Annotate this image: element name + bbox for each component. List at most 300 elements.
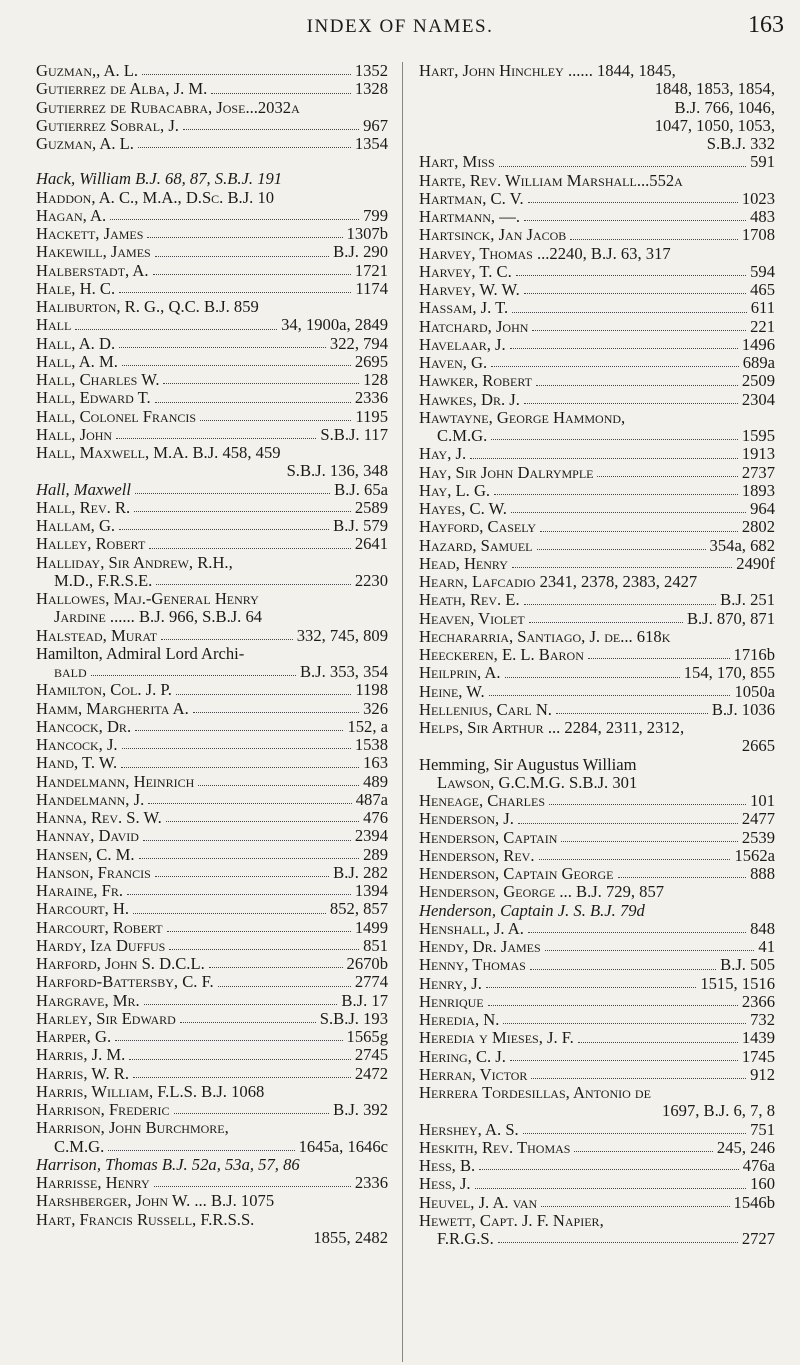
entry-name: M.D., F.R.S.E. bbox=[54, 570, 153, 590]
entry-name: Harper, G. bbox=[36, 1027, 112, 1046]
leader-dots bbox=[486, 987, 696, 988]
index-continuation-line: Hart, Francis Russell, F.R.S.S. bbox=[36, 1209, 255, 1229]
index-entry bbox=[419, 883, 775, 901]
leader-dots bbox=[510, 1060, 738, 1061]
entry-reference: 160 bbox=[750, 1174, 775, 1194]
entry-name: Hall, Colonel Francis bbox=[36, 406, 197, 426]
leader-dots bbox=[156, 584, 351, 585]
entry-reference: 154, 170, 855 bbox=[683, 663, 775, 683]
index-continuation-line: Hamilton, Admiral Lord Archi- bbox=[36, 643, 245, 663]
entry-reference: 2641 bbox=[354, 534, 388, 554]
leader-dots bbox=[510, 348, 738, 349]
entry-name: Harris, William, F.L.S. B.J. 1068 bbox=[36, 1081, 265, 1101]
index-entry bbox=[36, 389, 388, 407]
index-entry bbox=[419, 829, 775, 847]
entry-name: Harrison, Frederic bbox=[36, 1100, 170, 1119]
leader-dots bbox=[119, 292, 351, 293]
entry-name: Lawson, G.C.M.G. S.B.J. 301 bbox=[437, 772, 638, 792]
entry-name: Gutierrez Sobral, J. bbox=[36, 115, 179, 135]
entry-reference: 1352 bbox=[354, 61, 388, 80]
entry-reference: 128 bbox=[363, 370, 388, 389]
entry-name: Hechararria, Santiago, J. de... 618k bbox=[419, 626, 671, 646]
leader-dots bbox=[523, 1133, 746, 1134]
entry-reference: 2589 bbox=[354, 497, 388, 517]
index-continuation-line: 1047, 1050, 1053, bbox=[654, 115, 775, 135]
leader-dots bbox=[549, 804, 746, 805]
entry-name: Henrique bbox=[419, 991, 484, 1011]
entry-reference: 332, 745, 809 bbox=[296, 625, 388, 645]
entry-name: Gutierrez de Rubacabra, Jose...2032a bbox=[36, 97, 300, 117]
entry-reference: 2670b bbox=[346, 954, 388, 973]
index-continuation-line: 1848, 1853, 1854, bbox=[654, 79, 775, 99]
leader-dots bbox=[115, 1040, 342, 1041]
entry-name: Heilprin, A. bbox=[419, 663, 501, 683]
entry-name: Hale, H. C. bbox=[36, 278, 116, 298]
index-entry bbox=[419, 1194, 775, 1212]
entry-name: Harcourt, Robert bbox=[36, 917, 163, 937]
entry-name: Harvey, Thomas ...2240, B.J. 63, 317 bbox=[419, 243, 671, 263]
leader-dots bbox=[524, 403, 738, 404]
leader-dots bbox=[503, 1023, 746, 1024]
entry-reference: S.B.J. 117 bbox=[320, 424, 388, 444]
index-entry bbox=[419, 336, 775, 354]
entry-name: Hart, John Hinchley ...... 1844, 1845, bbox=[419, 61, 676, 80]
leader-dots bbox=[122, 748, 351, 749]
entry-reference: 1745 bbox=[741, 1046, 775, 1066]
leader-dots bbox=[578, 1042, 738, 1043]
index-entry bbox=[36, 316, 388, 334]
index-entry bbox=[36, 572, 388, 590]
entry-name: Heredia y Mieses, J. F. bbox=[419, 1028, 574, 1048]
entry-reference: 289 bbox=[363, 844, 388, 864]
entry-name: Hargrave, Mr. bbox=[36, 990, 140, 1010]
leader-dots bbox=[209, 967, 343, 968]
entry-name: Haven, G. bbox=[419, 353, 488, 372]
entry-reference: 591 bbox=[750, 152, 775, 172]
index-entry bbox=[36, 335, 388, 353]
entry-reference: 1023 bbox=[741, 188, 775, 208]
index-entry bbox=[419, 591, 775, 609]
entry-reference: B.J. 1036 bbox=[711, 699, 775, 719]
entry-reference: 1515, 1516 bbox=[700, 973, 775, 993]
leader-dots bbox=[539, 859, 731, 860]
entry-reference: 1893 bbox=[741, 480, 775, 500]
index-continuation-line: S.B.J. 332 bbox=[706, 134, 775, 153]
index-entry bbox=[419, 464, 775, 482]
entry-name: Henderson, George ... B.J. 729, 857 bbox=[419, 882, 665, 902]
index-entry bbox=[36, 1010, 388, 1028]
entry-name: Harford, John S. D.C.L. bbox=[36, 954, 205, 973]
entry-name: Haraine, Fr. bbox=[36, 881, 123, 900]
index-entry bbox=[419, 1029, 775, 1047]
entry-name: Hall, Edward T. bbox=[36, 388, 151, 408]
entry-reference: 2366 bbox=[741, 991, 775, 1011]
leader-dots bbox=[479, 1169, 739, 1170]
entry-name: Hardy, Iza Duffus bbox=[36, 935, 166, 955]
index-entry bbox=[419, 956, 775, 974]
leader-dots bbox=[505, 677, 680, 678]
leader-dots bbox=[176, 694, 351, 695]
entry-reference: 1499 bbox=[354, 917, 388, 937]
page-number: 163 bbox=[748, 12, 784, 38]
index-entry bbox=[419, 646, 775, 664]
leader-dots bbox=[144, 1004, 338, 1005]
index-entry bbox=[36, 1028, 388, 1046]
entry-name: Hall, Rev. R. bbox=[36, 497, 131, 517]
index-entry bbox=[419, 62, 775, 80]
entry-name: Hazard, Samuel bbox=[419, 535, 533, 555]
leader-dots bbox=[135, 730, 343, 731]
index-continuation-line: Hawtayne, George Hammond, bbox=[419, 407, 626, 427]
entry-name: Hansen, C. M. bbox=[36, 844, 135, 864]
entry-name: Hartmann, —. bbox=[419, 207, 520, 226]
entry-reference: B.J. 392 bbox=[333, 1100, 388, 1119]
entry-name: Hartsinck, Jan Jacob bbox=[419, 225, 567, 245]
column-divider bbox=[402, 62, 403, 1362]
entry-reference: 1496 bbox=[741, 334, 775, 354]
entry-reference: 751 bbox=[750, 1119, 775, 1139]
leader-dots bbox=[174, 1113, 330, 1114]
index-entry bbox=[36, 353, 388, 371]
index-entry bbox=[419, 810, 775, 828]
leader-dots bbox=[524, 220, 746, 221]
leader-dots bbox=[532, 330, 746, 331]
entry-reference: 354a, 682 bbox=[709, 535, 775, 555]
index-continuation-line: 2665 bbox=[741, 736, 775, 756]
index-entry bbox=[36, 517, 388, 535]
leader-dots bbox=[155, 256, 329, 257]
leader-dots bbox=[110, 219, 359, 220]
entry-name: Hellenius, Carl N. bbox=[419, 699, 552, 719]
entry-reference: 1708 bbox=[741, 225, 775, 245]
entry-reference: B.J. 251 bbox=[720, 590, 775, 610]
entry-reference: B.J. 505 bbox=[720, 955, 775, 975]
entry-name: Harris, J. M. bbox=[36, 1045, 126, 1065]
entry-reference: 152, a bbox=[347, 716, 388, 736]
left-column bbox=[36, 62, 388, 1247]
index-entry bbox=[36, 426, 388, 444]
entry-reference: 326 bbox=[363, 698, 388, 718]
index-entry bbox=[419, 664, 775, 682]
entry-name: Heeckeren, E. L. Baron bbox=[419, 645, 584, 664]
entry-reference: 1307b bbox=[346, 224, 388, 243]
leader-dots bbox=[138, 147, 351, 148]
index-entry bbox=[36, 207, 388, 225]
leader-dots bbox=[531, 1078, 746, 1079]
leader-dots bbox=[127, 894, 351, 895]
index-entry bbox=[419, 172, 775, 190]
index-entry bbox=[419, 372, 775, 390]
index-entry bbox=[419, 628, 775, 646]
leader-dots bbox=[511, 512, 746, 513]
entry-name: Hay, L. G. bbox=[419, 480, 491, 500]
entry-reference: 1562a bbox=[734, 845, 775, 865]
index-entry bbox=[36, 1046, 388, 1064]
index-entry bbox=[36, 1101, 388, 1119]
entry-name: Helps, Sir Arthur ... 2284, 2311, 2312, bbox=[419, 718, 685, 737]
leader-dots bbox=[475, 1188, 747, 1189]
index-entry bbox=[36, 225, 388, 243]
leader-dots bbox=[119, 347, 326, 348]
leader-dots bbox=[135, 493, 330, 494]
entry-name: Harrisse, Henry bbox=[36, 1173, 150, 1192]
leader-dots bbox=[116, 438, 316, 439]
entry-name: Hess, B. bbox=[419, 1156, 476, 1175]
entry-name: Heredia, N. bbox=[419, 1010, 500, 1029]
entry-name: Handelmann, Heinrich bbox=[36, 771, 195, 791]
entry-reference: 2539 bbox=[741, 827, 775, 847]
entry-name: Henry, J. bbox=[419, 973, 482, 993]
leader-dots bbox=[167, 931, 351, 932]
index-entry bbox=[36, 499, 388, 517]
entry-name: Hall, Maxwell bbox=[36, 479, 131, 499]
entry-name: Hand, T. W. bbox=[36, 753, 118, 773]
leader-dots bbox=[529, 622, 683, 623]
entry-name: F.R.G.S. bbox=[437, 1229, 494, 1248]
index-entry bbox=[36, 1192, 388, 1210]
leader-dots bbox=[142, 74, 351, 75]
entry-reference: 852, 857 bbox=[329, 899, 388, 919]
leader-dots bbox=[155, 876, 329, 877]
index-entry bbox=[419, 427, 775, 445]
index-entry bbox=[419, 500, 775, 518]
index-entry bbox=[419, 245, 775, 263]
entry-reference: 2727 bbox=[741, 1229, 775, 1248]
entry-reference: 489 bbox=[363, 771, 388, 791]
index-entry bbox=[36, 627, 388, 645]
index-entry bbox=[419, 391, 775, 409]
index-entry bbox=[36, 80, 388, 98]
entry-name: Hall, Maxwell, M.A. B.J. 458, 459 bbox=[36, 443, 281, 462]
index-entry bbox=[36, 919, 388, 937]
index-entry bbox=[419, 610, 775, 628]
leader-dots bbox=[570, 239, 738, 240]
index-entry bbox=[36, 189, 388, 207]
index-continuation-line: 1697, B.J. 6, 7, 8 bbox=[662, 1101, 775, 1121]
entry-name: Hanna, Rev. S. W. bbox=[36, 808, 162, 827]
leader-dots bbox=[561, 841, 737, 842]
entry-reference: 2304 bbox=[741, 389, 775, 409]
entry-reference: 732 bbox=[750, 1010, 775, 1029]
entry-reference: 851 bbox=[363, 935, 388, 955]
entry-name: Handelmann, J. bbox=[36, 789, 145, 809]
index-entry bbox=[36, 992, 388, 1010]
leader-dots bbox=[148, 803, 352, 804]
entry-name: Hall bbox=[36, 315, 72, 335]
entry-name: Heneage, Charles bbox=[419, 791, 546, 810]
index-entry bbox=[419, 281, 775, 299]
entry-name: Hering, C. J. bbox=[419, 1046, 506, 1066]
entry-name: Hess, J. bbox=[419, 1174, 471, 1194]
leader-dots bbox=[147, 237, 342, 238]
index-continuation-line: 1855, 2482 bbox=[313, 1227, 388, 1247]
entry-name: Hagan, A. bbox=[36, 205, 107, 225]
entry-reference: B.J. 17 bbox=[341, 990, 388, 1010]
entry-reference: 1913 bbox=[741, 444, 775, 464]
entry-reference: 1546b bbox=[733, 1192, 775, 1212]
entry-name: Hayford, Casely bbox=[419, 517, 537, 537]
index-entry bbox=[36, 99, 388, 117]
leader-dots bbox=[139, 858, 360, 859]
index-entry bbox=[419, 847, 775, 865]
index-entry bbox=[419, 226, 775, 244]
entry-reference: B.J. 65a bbox=[334, 479, 388, 499]
index-entry bbox=[36, 608, 388, 626]
index-entry bbox=[36, 754, 388, 772]
leader-dots bbox=[588, 658, 730, 659]
entry-name: Harley, Sir Edward bbox=[36, 1008, 176, 1028]
index-entry bbox=[36, 535, 388, 553]
entry-name: Harrison, Thomas B.J. 52a, 53a, 57, 86 bbox=[36, 1154, 300, 1174]
entry-reference: 2477 bbox=[741, 809, 775, 829]
leader-dots bbox=[512, 312, 747, 313]
leader-dots bbox=[556, 713, 708, 714]
index-entry bbox=[36, 371, 388, 389]
entry-reference: 1538 bbox=[354, 735, 388, 754]
leader-dots bbox=[75, 329, 277, 330]
entry-name: Hannay, David bbox=[36, 826, 139, 846]
entry-name: Heaven, Violet bbox=[419, 608, 525, 628]
entry-name: Hall, John bbox=[36, 424, 113, 444]
index-entry bbox=[36, 1083, 388, 1101]
index-entry bbox=[419, 1011, 775, 1029]
entry-name: Haddon, A. C., M.A., D.Sc. B.J. 10 bbox=[36, 187, 275, 207]
index-entry bbox=[36, 864, 388, 882]
index-entry bbox=[419, 537, 775, 555]
index-entry bbox=[419, 1230, 775, 1248]
index-entry bbox=[419, 1139, 775, 1157]
index-entry bbox=[419, 1175, 775, 1193]
leader-dots bbox=[119, 529, 329, 530]
entry-name: Head, Henry bbox=[419, 553, 508, 573]
entry-name: Hancock, J. bbox=[36, 735, 118, 754]
index-entry bbox=[36, 135, 388, 153]
entry-reference: 1198 bbox=[355, 680, 388, 700]
leader-dots bbox=[491, 366, 739, 367]
entry-reference: 2394 bbox=[354, 826, 388, 846]
leader-dots bbox=[133, 913, 326, 914]
index-continuation-line: Herrera Tordesillas, Antonio de bbox=[419, 1083, 651, 1102]
entry-name: Henderson, Captain bbox=[419, 827, 558, 847]
entry-name: Hall, A. D. bbox=[36, 333, 116, 353]
index-entry bbox=[36, 1174, 388, 1192]
leader-dots bbox=[198, 785, 359, 786]
leader-dots bbox=[155, 402, 351, 403]
leader-dots bbox=[597, 476, 737, 477]
entry-name: Hartman, C. V. bbox=[419, 188, 524, 208]
index-entry bbox=[419, 354, 775, 372]
index-entry bbox=[419, 208, 775, 226]
entry-name: Guzman,, A. L. bbox=[36, 61, 139, 80]
entry-reference: 2695 bbox=[354, 351, 388, 371]
leader-dots bbox=[518, 823, 738, 824]
entry-name: bald bbox=[54, 662, 87, 681]
entry-reference: B.J. 290 bbox=[333, 242, 388, 262]
entry-name: Hawker, Robert bbox=[419, 371, 532, 391]
entry-name: Hamilton, Col. J. P. bbox=[36, 680, 172, 700]
index-entry bbox=[36, 280, 388, 298]
index-entry bbox=[36, 62, 388, 80]
index-entry bbox=[36, 681, 388, 699]
entry-name: C.M.G. bbox=[54, 1136, 105, 1156]
entry-name: Hayes, C. W. bbox=[419, 499, 507, 518]
leader-dots bbox=[200, 420, 351, 421]
index-entry bbox=[419, 318, 775, 336]
entry-reference: 1565g bbox=[346, 1027, 388, 1046]
index-entry bbox=[36, 663, 388, 681]
index-entry bbox=[419, 920, 775, 938]
index-entry bbox=[419, 518, 775, 536]
index-entry bbox=[36, 243, 388, 261]
entry-reference: 888 bbox=[750, 864, 775, 883]
index-entry bbox=[419, 865, 775, 883]
leader-dots bbox=[211, 93, 351, 94]
index-entry bbox=[419, 975, 775, 993]
index-entry bbox=[36, 408, 388, 426]
right-column bbox=[419, 62, 775, 1248]
leader-dots bbox=[154, 1186, 351, 1187]
leader-dots bbox=[161, 639, 293, 640]
page-header bbox=[0, 0, 800, 52]
entry-name: Hakewill, James bbox=[36, 242, 151, 262]
index-entry bbox=[419, 1157, 775, 1175]
entry-name: Harvey, T. C. bbox=[419, 261, 512, 281]
index-continuation-line: S.B.J. 136, 348 bbox=[286, 461, 388, 481]
index-entry bbox=[36, 955, 388, 973]
entry-reference: 221 bbox=[750, 316, 775, 336]
index-entry bbox=[36, 846, 388, 864]
index-continuation-line: Halliday, Sir Andrew, R.H., bbox=[36, 552, 233, 572]
entry-name: Hearn, Lafcadio 2341, 2378, 2383, 2427 bbox=[419, 572, 698, 591]
entry-reference: 101 bbox=[750, 791, 775, 810]
index-entry bbox=[419, 573, 775, 591]
entry-reference: 2472 bbox=[354, 1063, 388, 1083]
entry-reference: 1645a, 1646c bbox=[298, 1136, 388, 1156]
leader-dots bbox=[537, 549, 706, 550]
index-entry bbox=[36, 262, 388, 280]
entry-reference: 2490f bbox=[736, 553, 775, 573]
index-entry bbox=[419, 938, 775, 956]
index-entry bbox=[419, 683, 775, 701]
entry-reference: 1174 bbox=[355, 278, 388, 298]
leader-dots bbox=[166, 821, 359, 822]
leader-dots bbox=[163, 383, 359, 384]
index-entry bbox=[419, 792, 775, 810]
entry-reference: 2509 bbox=[741, 371, 775, 391]
entry-name: Hassam, J. T. bbox=[419, 298, 509, 318]
entry-reference: 848 bbox=[750, 918, 775, 938]
index-entry bbox=[419, 555, 775, 573]
entry-reference: 799 bbox=[363, 205, 388, 225]
index-continuation-line: Hemming, Sir Augustus William bbox=[419, 754, 637, 774]
index-entry bbox=[36, 882, 388, 900]
entry-reference: 1439 bbox=[741, 1028, 775, 1048]
entry-name: Hershey, A. S. bbox=[419, 1119, 519, 1139]
index-entry bbox=[36, 973, 388, 991]
entry-name: Hatchard, John bbox=[419, 316, 529, 336]
index-entry bbox=[419, 445, 775, 463]
leader-dots bbox=[528, 932, 746, 933]
leader-dots bbox=[121, 767, 359, 768]
entry-name: Hall, A. M. bbox=[36, 351, 118, 371]
entry-name: Herran, Victor bbox=[419, 1064, 528, 1084]
leader-dots bbox=[153, 274, 351, 275]
index-entry bbox=[419, 993, 775, 1011]
index-entry bbox=[36, 809, 388, 827]
entry-reference: 912 bbox=[750, 1064, 775, 1084]
index-entry bbox=[36, 773, 388, 791]
entry-reference: 2802 bbox=[741, 517, 775, 537]
